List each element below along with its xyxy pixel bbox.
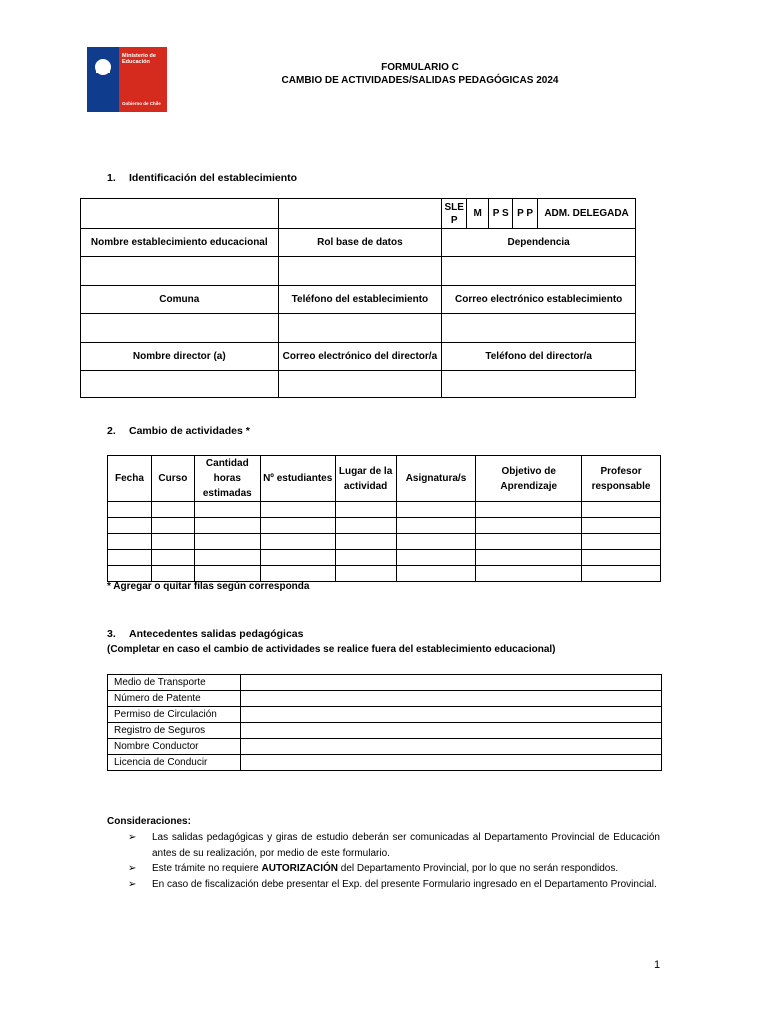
table-row	[108, 502, 661, 518]
label-nombre-conductor: Nombre Conductor	[108, 739, 241, 755]
label-numero-patente: Número de Patente	[108, 691, 241, 707]
label-comuna: Comuna	[81, 286, 279, 314]
cell[interactable]	[194, 566, 260, 582]
header-objetivo: Objetivo de Aprendizaje	[476, 456, 582, 502]
label-registro-seguros: Registro de Seguros	[108, 723, 241, 739]
cell[interactable]	[335, 566, 396, 582]
cell[interactable]	[396, 518, 476, 534]
label-telefono-establecimiento: Teléfono del establecimiento	[278, 286, 442, 314]
cell[interactable]	[396, 534, 476, 550]
cell[interactable]	[194, 534, 260, 550]
cell[interactable]	[582, 566, 661, 582]
arrow-bullet-icon: ➢	[128, 863, 137, 874]
cell[interactable]	[151, 518, 194, 534]
header-fecha: Fecha	[108, 456, 152, 502]
form-title: FORMULARIO C	[381, 62, 459, 73]
activities-table	[107, 455, 661, 582]
cell[interactable]	[108, 518, 152, 534]
cell[interactable]	[476, 518, 582, 534]
blank-cell[interactable]	[278, 199, 442, 229]
list-item: ➢ En caso de fiscalización debe presentar el Exp. del presente Formulario ingresado en el Departamento Provincial.	[128, 877, 660, 893]
arrow-bullet-icon: ➢	[128, 878, 137, 890]
section-2-title: 2. Cambio de actividades *	[107, 425, 250, 437]
cell[interactable]	[335, 502, 396, 518]
cell[interactable]	[108, 566, 152, 582]
label-nombre-establecimiento: Nombre establecimiento educacional	[81, 229, 279, 257]
dep-ps-option[interactable]: P S	[489, 199, 513, 229]
logo-government-label: Gobierno de Chile	[122, 101, 161, 106]
cell[interactable]	[335, 534, 396, 550]
cell[interactable]	[396, 566, 476, 582]
cell[interactable]	[260, 566, 335, 582]
label-medio-transporte: Medio de Transporte	[108, 675, 241, 691]
input-medio-transporte[interactable]	[240, 675, 661, 691]
input-telefono-establecimiento[interactable]	[278, 314, 442, 343]
header-cantidad-horas: Cantidad horas estimadas	[194, 456, 260, 502]
header-curso: Curso	[151, 456, 194, 502]
section-3-subtitle: (Completar en caso el cambio de actividades se realice fuera del establecimiento educacional)	[107, 644, 556, 655]
cell[interactable]	[476, 566, 582, 582]
header-asignatura: Asignatura/s	[396, 456, 476, 502]
list-item: ➢ Las salidas pedagógicas y giras de estudio deberán ser comunicadas al Departamento Provincial de Educación antes de su realización, por medio de este formulario.	[128, 832, 660, 859]
coat-of-arms-icon	[91, 55, 115, 79]
input-comuna[interactable]	[81, 314, 279, 343]
label-rol-base-datos: Rol base de datos	[278, 229, 442, 257]
cell[interactable]	[151, 550, 194, 566]
table-row	[108, 550, 661, 566]
cell[interactable]	[582, 550, 661, 566]
table-row	[108, 534, 661, 550]
table-row	[108, 518, 661, 534]
list-item: ➢ Este trámite no requiere AUTORIZACIÓN del Departamento Provincial, por lo que no serán respondidos.	[128, 861, 660, 877]
blank-cell[interactable]	[81, 199, 279, 229]
header-lugar-actividad: Lugar de la actividad	[335, 456, 396, 502]
dep-pp-option[interactable]: P P	[513, 199, 538, 229]
dep-adm-option[interactable]: ADM. DELEGADA	[538, 199, 636, 229]
cell[interactable]	[151, 566, 194, 582]
cell[interactable]	[476, 534, 582, 550]
cell[interactable]	[108, 534, 152, 550]
input-rol-base-datos[interactable]	[278, 257, 442, 286]
logo-ministry-name: Ministerio de Educación	[122, 53, 156, 65]
input-nombre-director[interactable]	[81, 371, 279, 398]
label-nombre-director: Nombre director (a)	[81, 343, 279, 371]
cell[interactable]	[582, 518, 661, 534]
cell[interactable]	[151, 502, 194, 518]
arrow-bullet-icon: ➢	[128, 832, 137, 843]
establishment-table	[80, 198, 636, 398]
considerations-title: Consideraciones:	[107, 816, 191, 827]
input-permiso-circulacion[interactable]	[240, 707, 661, 723]
header-profesor: Profesor responsable	[582, 456, 661, 502]
cell[interactable]	[260, 550, 335, 566]
page-number: 1	[654, 959, 661, 971]
cell[interactable]	[194, 550, 260, 566]
header-num-estudiantes: Nº estudiantes	[260, 456, 335, 502]
input-numero-patente[interactable]	[240, 691, 661, 707]
label-dependencia: Dependencia	[442, 229, 636, 257]
input-correo-establecimiento[interactable]	[442, 314, 636, 343]
section-3-title: 3. Antecedentes salidas pedagógicas	[107, 628, 304, 640]
cell[interactable]	[396, 550, 476, 566]
input-correo-director[interactable]	[278, 371, 442, 398]
input-nombre-conductor[interactable]	[240, 739, 661, 755]
section-1-title: 1. Identificación del establecimiento	[107, 172, 298, 184]
dep-m-option[interactable]: M	[467, 199, 489, 229]
cell[interactable]	[194, 518, 260, 534]
label-telefono-director: Teléfono del director/a	[442, 343, 636, 371]
input-dependencia[interactable]	[442, 257, 636, 286]
cell[interactable]	[582, 534, 661, 550]
ministerio-educacion-logo	[87, 47, 167, 112]
cell[interactable]	[396, 502, 476, 518]
cell[interactable]	[108, 502, 152, 518]
label-correo-director: Correo electrónico del director/a	[278, 343, 442, 371]
outing-details-table	[107, 674, 662, 771]
cell[interactable]	[260, 534, 335, 550]
cell[interactable]	[151, 534, 194, 550]
dep-sle-option[interactable]: SLE P	[442, 199, 467, 229]
considerations-list	[128, 830, 660, 892]
rows-note: * Agregar o quitar filas según corresponda	[107, 581, 310, 592]
label-correo-establecimiento: Correo electrónico establecimiento	[442, 286, 636, 314]
cell[interactable]	[108, 550, 152, 566]
input-telefono-director[interactable]	[442, 371, 636, 398]
cell[interactable]	[476, 502, 582, 518]
label-permiso-circulacion: Permiso de Circulación	[108, 707, 241, 723]
cell[interactable]	[335, 550, 396, 566]
cell[interactable]	[194, 502, 260, 518]
cell[interactable]	[582, 502, 661, 518]
label-licencia-conducir: Licencia de Conducir	[108, 755, 241, 771]
input-registro-seguros[interactable]	[240, 723, 661, 739]
input-nombre-establecimiento[interactable]	[81, 257, 279, 286]
cell[interactable]	[335, 518, 396, 534]
form-subtitle: CAMBIO DE ACTIVIDADES/SALIDAS PEDAGÓGICAS 2024	[281, 75, 559, 86]
cell[interactable]	[260, 518, 335, 534]
table-row	[108, 566, 661, 582]
cell[interactable]	[260, 502, 335, 518]
cell[interactable]	[476, 550, 582, 566]
input-licencia-conducir[interactable]	[240, 755, 661, 771]
